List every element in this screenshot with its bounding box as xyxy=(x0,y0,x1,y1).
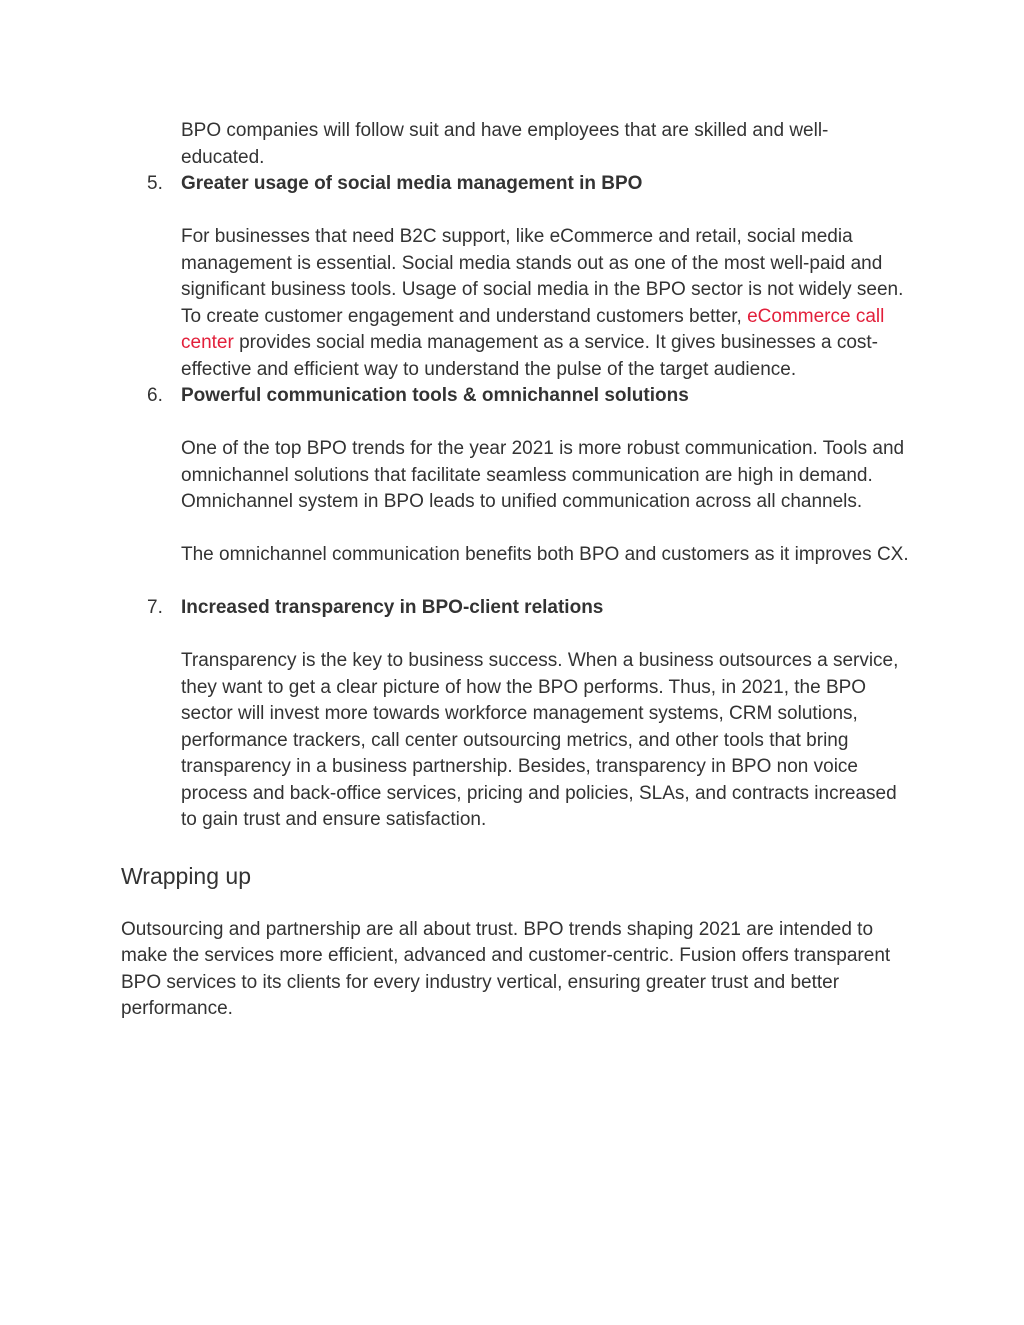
item-paragraph: One of the top BPO trends for the year 2021 is more robust communication. Tools and omnichannel solutions that facilitate seamless communication are high in demand. Omnichannel system in BPO leads to unified communication across all channels. xyxy=(181,438,905,512)
list-item-5 xyxy=(121,171,911,383)
paragraph-text: For businesses that need B2C support, like eCommerce and retail, social media management is essential. Social media stands out as one of the most well-paid and significant business tools. Usage of social media in the BPO sector is not widely seen. To create customer engagement and understand customers better, xyxy=(181,226,904,327)
list-item-6 xyxy=(121,383,911,569)
list-item-continuation xyxy=(121,118,911,171)
section-paragraph: Outsourcing and partnership are all about trust. BPO trends shaping 2021 are intended to make the services more efficient, advanced and customer-centric. Fusion offers transparent BPO services to its clients for every industry vertical, ensuring greater trust and better performance. xyxy=(121,918,891,1019)
section-heading: Wrapping up xyxy=(121,862,251,889)
ecommerce-call-center-link[interactable]: eCommerce call center xyxy=(181,305,885,353)
list-number: 6. xyxy=(147,385,163,406)
list-number: 5. xyxy=(147,173,163,194)
item-heading: Increased transparency in BPO-client relations xyxy=(181,597,604,618)
item-paragraph: Transparency is the key to business success. When a business outsources a service, they want to get a clear picture of how the BPO performs. Thus, in 2021, the BPO sector will invest more towards workforce management systems, CRM solutions, performance trackers, call center outsourcing metrics, and other tools that bring transparency in a business partnership. Besides, transparency in BPO non voice process and back-office services, pricing and policies, SLAs, and contracts increased to gain trust and ensure satisfaction. xyxy=(181,650,899,830)
item-heading: Greater usage of social media management in BPO xyxy=(181,173,643,194)
intro-continuation: BPO companies will follow suit and have employees that are skilled and well-educated. xyxy=(181,120,829,168)
item-paragraph xyxy=(181,224,911,383)
item-paragraph: The omnichannel communication benefits both BPO and customers as it improves CX. xyxy=(181,544,909,565)
list-item-7 xyxy=(121,595,911,834)
document-page xyxy=(121,118,911,1023)
list-number: 7. xyxy=(147,597,163,618)
item-heading: Powerful communication tools & omnichannel solutions xyxy=(181,385,689,406)
paragraph-text: provides social media management as a service. It gives businesses a cost-effective and efficient way to understand the pulse of the target audience. xyxy=(181,332,879,380)
